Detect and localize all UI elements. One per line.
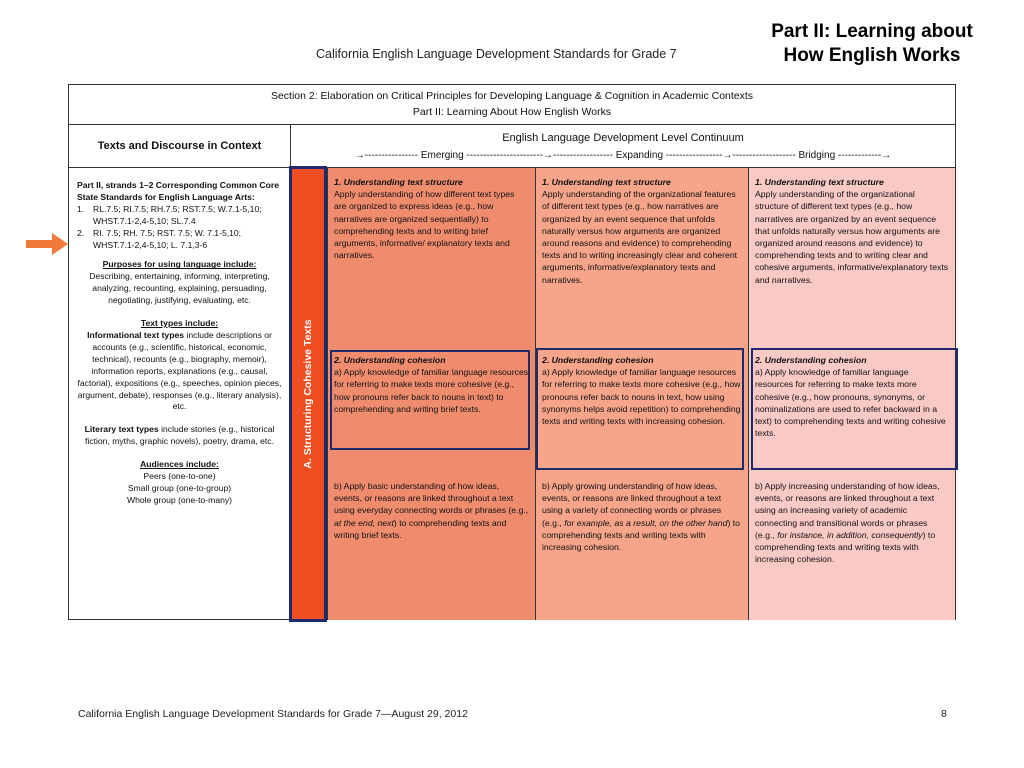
informational-types <box>77 330 282 413</box>
cell-text: Apply understanding of how different text types are organized to express ideas (e.g., how narratives are organized sequentially) to comprehending texts and to writing brief arguments, informative/ explanatory texts and narratives. <box>334 189 515 261</box>
expanding-cohesion-b <box>542 480 742 553</box>
emerging-cohesion-b <box>334 480 529 541</box>
cell-heading: 1. Understanding text structure <box>334 177 463 187</box>
cell-heading: 1. Understanding text structure <box>542 177 671 187</box>
pointer-arrow-icon <box>26 233 68 255</box>
list-number: 1. <box>77 203 85 214</box>
slide-title-line1: Part II: Learning about <box>771 21 973 42</box>
cell-text: a) Apply knowledge of familiar language resources for referring to make texts more cohesive (e.g., how pronouns refer back to nouns in text, how using synonyms helps avoid repetition) to comprehending texts and writing texts with increasing cohesion. <box>542 367 741 427</box>
cell-text: Apply understanding of the organizational structure of different text types (e.g., how narratives are organized by an event sequence that unfolds naturally versus how arguments are organized around reasons and evidence) to comprehending texts and to writing clear and cohesive arguments, informative/explanatory texts and narratives. <box>755 189 949 285</box>
cell-heading: 2. Understanding cohesion <box>334 355 446 365</box>
cell-text: b) Apply basic understanding of how ideas, events, or reasons are linked throughout a text using everyday connecting words or phrases (e.g., <box>334 481 529 516</box>
context-header: Texts and Discourse in Context <box>69 125 291 168</box>
cell-example: at the end, next <box>334 517 394 528</box>
cell-text: Apply understanding of the organizational features of different text types (e.g., how narratives are organized by an event sequence that unfolds naturally versus how arguments are organized around reasons and evidence) to comprehending texts and to writing increasingly clear and coherent arguments, informative/explanatory texts and narratives. <box>542 189 738 285</box>
cell-text: b) Apply growing understanding of how ideas, events, or reasons are linked throughout a text using a variety of connecting words or phrases (e.g., <box>542 481 722 528</box>
cell-text: a) Apply knowledge of familiar language resources for referring to make texts more cohesive (e.g., how pronouns, synonyms, or nominalizations are used to refer backward in a text) to comprehending texts and writing cohesive texts. <box>755 367 946 439</box>
informational-text: include descriptions or accounts (e.g., scientific, historical, economic, technical), recounts (e.g., biography, memoir), information reports, explanations (e.g., causal, factorial), expositions (e.g., speeches, opinion pieces, argument, debate), responses (e.g., literary analysis), etc. <box>77 329 282 412</box>
audiences-heading: Audiences include: <box>140 459 219 470</box>
cell-example: for instance, in addition, consequently <box>777 529 923 540</box>
bridging-text-structure <box>755 176 949 286</box>
informational-label: Informational text types <box>87 329 185 340</box>
document-footer: California English Language Development Standards for Grade 7—August 29, 2012 <box>78 708 468 720</box>
slide-title <box>742 20 1002 68</box>
audience-item: Small group (one-to-group) <box>127 482 232 493</box>
literary-text: include stories (e.g., historical fiction, myths, graphic novels), poetry, drama, etc. <box>85 424 275 447</box>
continuum-title: English Language Development Level Continuum <box>502 132 744 144</box>
purposes-heading: Purposes for using language include: <box>102 259 257 270</box>
strands-heading: Part II, strands 1–2 Corresponding Common Core State Standards for English Language Arts: <box>77 180 279 202</box>
slide-title-line2: How English Works <box>783 45 961 66</box>
highlight-box-bridging <box>751 348 958 470</box>
literary-label: Literary text types <box>84 424 159 435</box>
cell-example: for example, as a result, on the other hand <box>564 517 728 528</box>
literary-types <box>77 424 282 448</box>
audience-item: Peers (one-to-one) <box>143 471 216 482</box>
cell-heading: 2. Understanding cohesion <box>755 355 867 365</box>
section-title: Section 2: Elaboration on Critical Principles for Developing Language & Cognition in Academic Contexts <box>270 90 754 102</box>
section-header <box>69 85 955 125</box>
texts-discourse-column <box>69 168 291 620</box>
highlight-box-emerging <box>330 350 530 450</box>
strands-list <box>77 204 282 252</box>
expanding-text-structure <box>542 176 742 286</box>
purposes-text: Describing, entertaining, informing, interpreting, analyzing, recounting, explaining, persuading, negotiating, justifying, evaluating, etc. <box>89 271 270 306</box>
cell-heading: 2. Understanding cohesion <box>542 355 654 365</box>
cell-text: ) to comprehending texts and writing brief texts. <box>334 517 507 540</box>
section-subtitle: Part II: Learning About How English Works <box>412 106 612 118</box>
text-types-heading: Text types include: <box>140 318 219 329</box>
cell-heading: 1. Understanding text structure <box>755 177 884 187</box>
continuum-header <box>291 125 955 168</box>
cell-text: ) to comprehending texts and writing texts with increasing cohesion. <box>755 529 936 565</box>
list-item <box>77 228 282 252</box>
list-number: 2. <box>77 227 85 238</box>
document-title: California English Language Development Standards for Grade 7 <box>316 47 677 61</box>
continuum-arrows: →---------------- Emerging -----------------------→------------------ Expanding -----------------→------------------- Bridging -------------→ <box>354 150 892 161</box>
emerging-text-structure <box>334 176 529 261</box>
highlight-box-expanding <box>536 348 744 470</box>
list-item <box>77 204 282 228</box>
list-text: RL.7.5; RI.7.5; RH.7.5; RST.7.5; W.7.1-5,10; WHST.7.1-2,4-5,10; SL.7.4 <box>93 203 262 226</box>
vertical-label: A. Structuring Cohesive Texts <box>302 319 314 469</box>
structuring-cohesive-texts-band <box>289 166 327 622</box>
bridging-cohesion-b <box>755 480 949 565</box>
list-text: RI. 7.5; RH. 7.5; RST. 7.5; W. 7.1-5,10; WHST.7.1-2,4-5,10; L. 7.1,3-6 <box>93 227 242 250</box>
cell-text: a) Apply knowledge of familiar language resources for referring to make texts more cohesive (e.g., how pronouns refer back to nouns in text) to comprehending and writing brief texts. <box>334 367 529 414</box>
audience-item: Whole group (one-to-many) <box>126 494 233 505</box>
cell-text: ) to comprehending texts and writing texts with increasing cohesion. <box>542 517 741 553</box>
cell-text: b) Apply increasing understanding of how ideas, events, or reasons are linked throughout a text using an increasing variety of academic connecting and transitional words or phrases (e.g., <box>755 481 940 540</box>
page-number: 8 <box>941 708 947 720</box>
